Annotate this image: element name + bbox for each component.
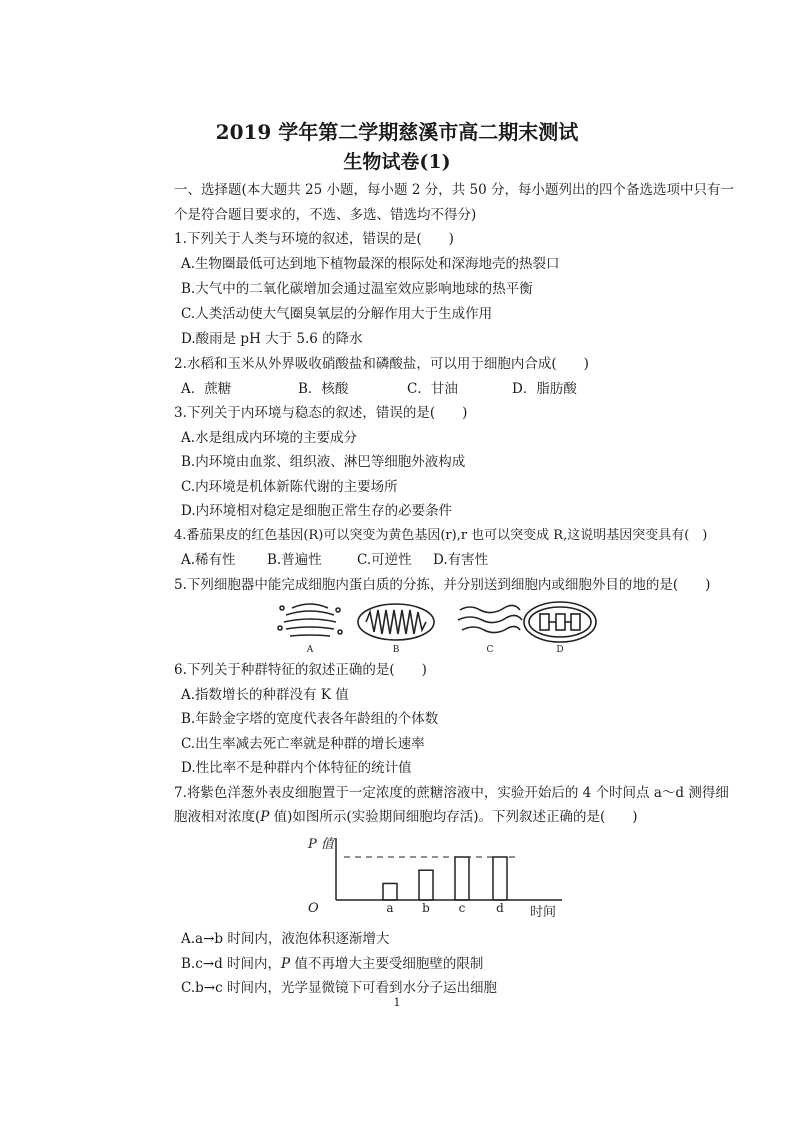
organelle-label-c: C xyxy=(486,645,494,655)
q7-option-c: C.b→c 时间内，光学显微镜下可看到水分子运出细胞 xyxy=(181,980,497,996)
page-title: 2019 学年第二学期慈溪市高二期末测试 xyxy=(215,120,579,144)
q2-option-c: C．甘油 xyxy=(407,381,458,397)
golgi-apparatus-icon xyxy=(278,604,342,636)
x-axis-label: 时间 xyxy=(530,905,557,920)
q2-stem: 2.水稻和玉米从外界吸收硝酸盐和磷酸盐，可以用于细胞内合成( ) xyxy=(174,356,589,372)
q1-option-d: D.酸雨是 pH 大于 5.6 的降水 xyxy=(181,331,363,347)
q1-option-a: A.生物圈最低可达到地下植物最深的根际处和深海地壳的热裂口 xyxy=(181,256,560,272)
q3-option-d: D.内环境相对稳定是细胞正常生存的必要条件 xyxy=(181,503,453,519)
q7-stem-line2: 胞液相对浓度(P 值)如图所示(实验期间细胞均存活)。下列叙述正确的是( ) xyxy=(174,809,638,825)
q3-stem: 3.下列关于内环境与稳态的叙述，错误的是( ) xyxy=(174,405,468,421)
mitochondrion-icon xyxy=(358,604,434,640)
page-number: 1 xyxy=(393,996,401,1009)
tick-label-d: d xyxy=(496,901,504,915)
q4-stem: 4.番茄果皮的红色基因(R)可以突变为黄色基因(r),r 也可以突变成 R,这说明基因突变具有( ) xyxy=(174,528,708,543)
q4-option-a: A.稀有性 xyxy=(181,552,236,568)
origin-label: O xyxy=(308,901,319,916)
bar-b xyxy=(419,870,433,900)
bar-a xyxy=(383,883,397,900)
q7-option-a: A.a→b 时间内，液泡体积逐渐增大 xyxy=(181,931,390,947)
bar-c xyxy=(455,857,469,900)
q3-option-a: A.水是组成内环境的主要成分 xyxy=(181,430,358,446)
q4-option-b: B.普遍性 xyxy=(267,552,322,568)
organelle-label-b: B xyxy=(392,645,400,655)
organelle-label-a: A xyxy=(306,645,314,655)
bar-d xyxy=(493,857,507,900)
q4-option-c: C.可逆性 xyxy=(357,552,412,568)
p-value-bar-chart xyxy=(300,832,580,920)
q1-option-c: C.人类活动使大气圈臭氧层的分解作用大于生成作用 xyxy=(181,306,493,322)
q1-stem: 1.下列关于人类与环境的叙述，错误的是( ) xyxy=(174,231,454,247)
q4-option-d: D.有害性 xyxy=(433,552,489,568)
q6-stem: 6.下列关于种群特征的叙述正确的是( ) xyxy=(174,662,427,678)
q6-option-d: D.性比率不是种群内个体特征的统计值 xyxy=(181,760,412,776)
y-axis-label: P 值 xyxy=(308,837,334,852)
section-intro-line1: 一、选择题(本大题共 25 小题，每小题 2 分，共 50 分，每小题列出的四个备选选项中只有一 xyxy=(174,182,734,198)
q3-option-c: C.内环境是机体新陈代谢的主要场所 xyxy=(181,479,398,495)
q6-option-c: C.出生率减去死亡率就是种群的增长速率 xyxy=(181,736,425,752)
q2-option-a: A．蔗糖 xyxy=(181,381,232,397)
bars-group xyxy=(383,857,507,915)
q6-option-b: B.年龄金字塔的宽度代表各年龄组的个体数 xyxy=(181,711,439,727)
q7-stem-line1: 7.将紫色洋葱外表皮细胞置于一定浓度的蔗糖溶液中，实验开始后的 4 个时间点 a～d 测得细 xyxy=(174,785,729,801)
q3-option-b: B.内环境由血浆、组织液、淋巴等细胞外液构成 xyxy=(181,454,466,470)
section-intro-line2: 个是符合题目要求的，不选、多选、错选均不得分) xyxy=(174,207,477,223)
page-subtitle: 生物试卷(1) xyxy=(343,151,451,173)
q2-option-b: B．核酸 xyxy=(298,381,349,397)
organelle-label-d: D xyxy=(556,645,564,655)
tick-label-c: c xyxy=(458,901,466,915)
tick-label-a: a xyxy=(386,901,394,915)
tick-label-b: b xyxy=(422,901,430,915)
q7-option-b: B.c→d 时间内，P 值不再增大主要受细胞壁的限制 xyxy=(181,956,484,972)
organelle-figure xyxy=(270,598,610,656)
q6-option-a: A.指数增长的种群没有 K 值 xyxy=(181,687,349,703)
q1-option-b: B.大气中的二氧化碳增加会通过温室效应影响地球的热平衡 xyxy=(181,281,533,297)
q2-option-d: D．脂肪酸 xyxy=(512,381,577,397)
chloroplast-icon xyxy=(524,602,596,642)
q5-stem: 5.下列细胞器中能完成细胞内蛋白质的分拣，并分别送到细胞内或细胞外目的地的是( ) xyxy=(174,577,711,593)
endoplasmic-reticulum-icon xyxy=(458,605,522,632)
